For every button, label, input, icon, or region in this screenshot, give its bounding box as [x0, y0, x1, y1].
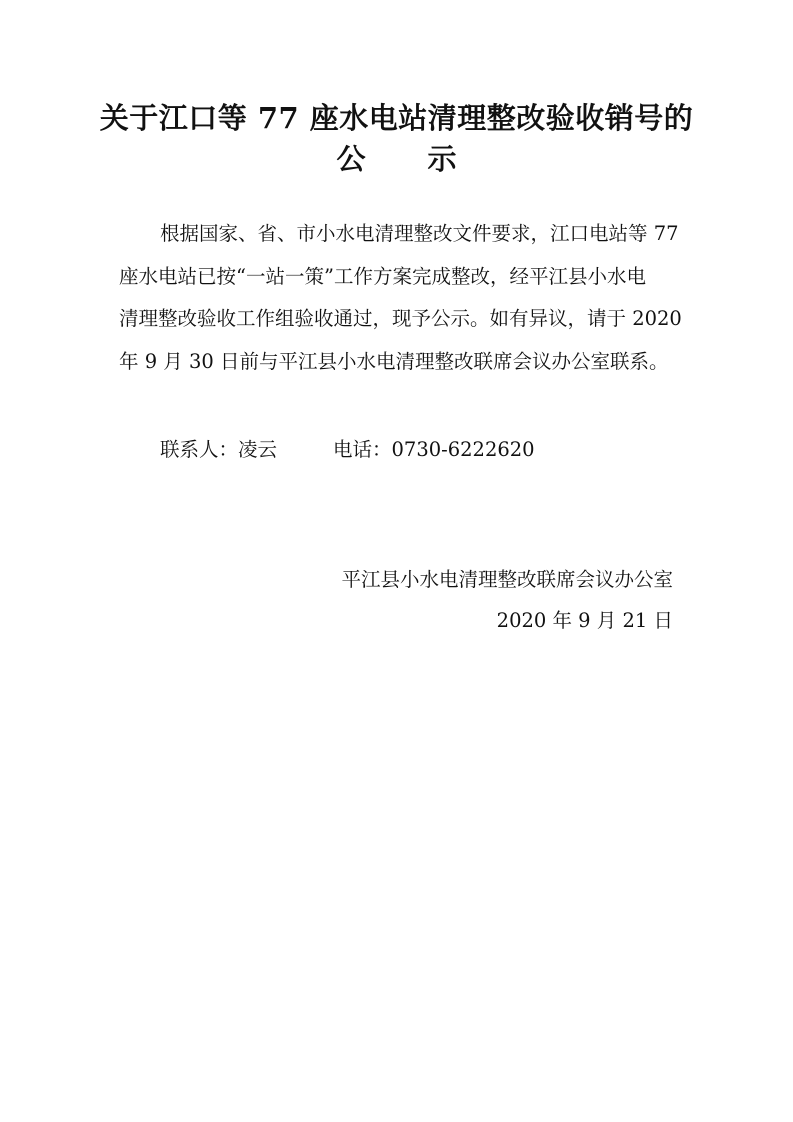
contact-phone: 电话：0730-6222620	[333, 438, 535, 461]
contact-person: 联系人：凌云	[160, 438, 278, 461]
paragraph-line-4: 年 9 月 30 日前与平江县小水电清理整改联席会议办公室联系。	[119, 349, 669, 373]
paragraph-line-2: 座水电站已按“一站一策”工作方案完成整改，经平江县小水电	[119, 264, 646, 288]
paragraph-line-3: 清理整改验收工作组验收通过，现予公示。如有异议，请于 2020	[119, 307, 682, 330]
document-title-line-2: 公示	[336, 142, 519, 176]
contact-info	[160, 430, 535, 470]
notice-paragraph	[119, 213, 682, 383]
signature-organization: 平江县小水电清理整改联席会议办公室	[341, 568, 673, 591]
signature-date: 2020 年 9 月 21 日	[496, 609, 673, 632]
paragraph-line-1: 根据国家、省、市小水电清理整改文件要求，江口电站等 77	[160, 222, 679, 245]
document-title-line-1: 关于江口等 77 座水电站清理整改验收销号的	[99, 101, 694, 135]
